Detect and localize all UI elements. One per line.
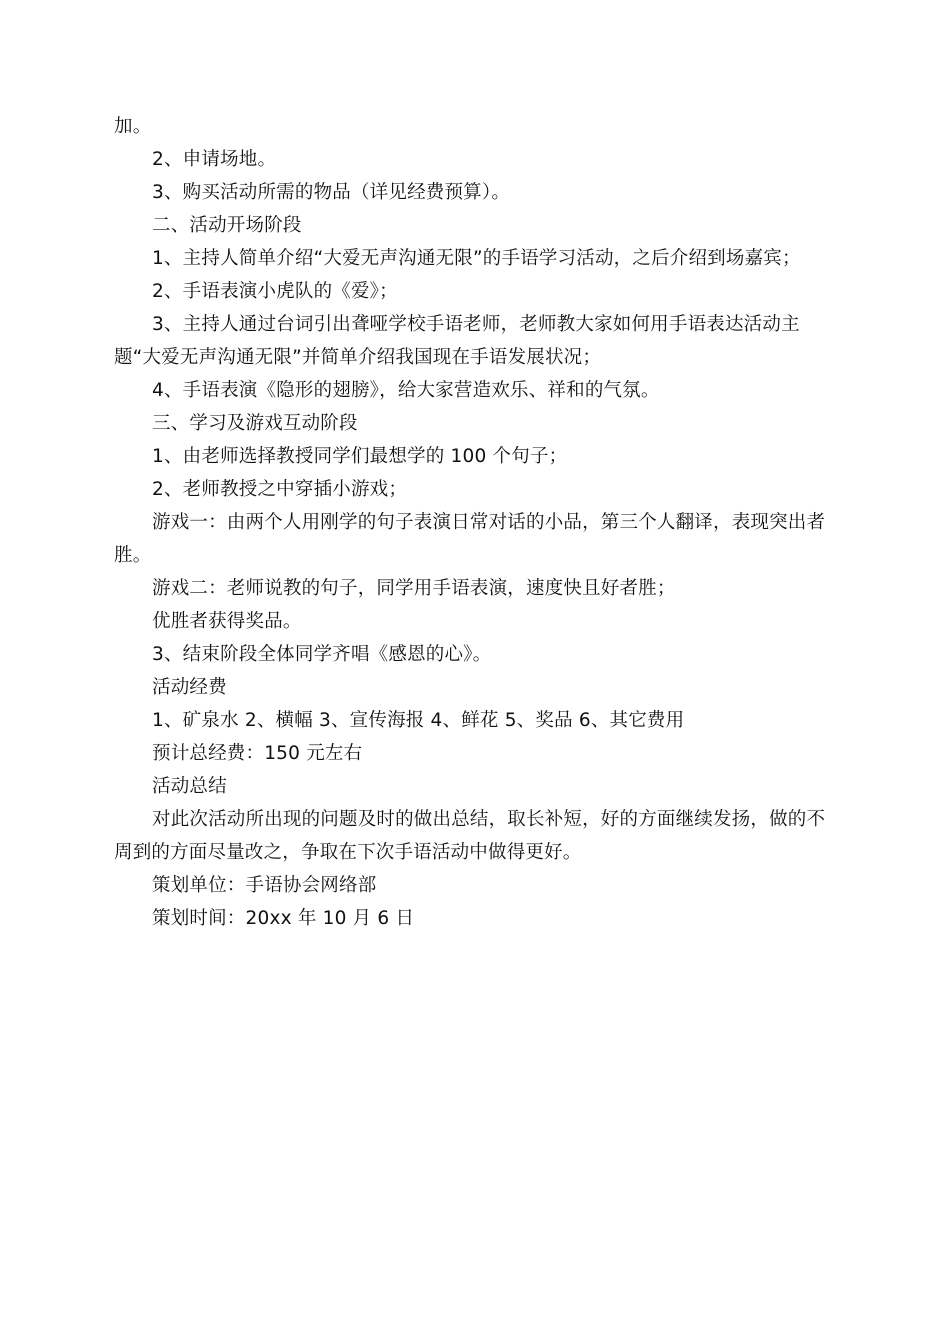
paragraph-game-two: 游戏二：老师说教的句子，同学用手语表演，速度快且好者胜；: [152, 578, 676, 599]
paragraph-sign-performance-love: 2、手语表演小虎队的《爱》；: [152, 281, 398, 302]
paragraph-budget-items: 1、矿泉水 2、横幅 3、宣传海报 4、鲜花 5、奖品 6、其它费用: [152, 710, 685, 731]
paragraph-apply-venue: 2、申请场地。: [152, 149, 277, 170]
paragraph-planning-unit: 策划单位：手语协会网络部: [152, 875, 377, 896]
paragraph-summary: 对此次活动所出现的问题及时的做出总结，取长补短，好的方面继续发扬，做的不周到的方面尽量改之，争取在下次手语活动中做得更好。: [114, 809, 826, 863]
paragraph-game-one: 游戏一：由两个人用刚学的句子表演日常对话的小品，第三个人翻译，表现突出者胜。: [114, 512, 826, 566]
paragraph-planning-date: 策划时间：20xx 年 10 月 6 日: [152, 908, 415, 929]
paragraph-prizes: 优胜者获得奖品。: [152, 611, 302, 632]
paragraph-host-intro: 1、主持人简单介绍“大爱无声沟通无限”的手语学习活动，之后介绍到场嘉宾；: [152, 248, 801, 269]
paragraph-teach-sentences: 1、由老师选择教授同学们最想学的 100 个句子；: [152, 446, 568, 467]
paragraph-sign-performance-wings: 4、手语表演《隐形的翅膀》，给大家营造欢乐、祥和的气氛。: [152, 380, 660, 401]
paragraph-mini-games: 2、老师教授之中穿插小游戏；: [152, 479, 408, 500]
paragraph-teacher-intro: 3、主持人通过台词引出聋哑学校手语老师，老师教大家如何用手语表达活动主题“大爱无声沟通无限”并简单介绍我国现在手语发展状况；: [114, 314, 800, 368]
section-heading-budget: 活动经费: [152, 677, 227, 698]
document-body: [114, 110, 836, 935]
paragraph-closing-song: 3、结束阶段全体同学齐唱《感恩的心》。: [152, 644, 492, 665]
paragraph-continuation: 加。: [114, 116, 152, 137]
section-heading-opening-stage: 二、活动开场阶段: [152, 215, 302, 236]
paragraph-buy-supplies: 3、购买活动所需的物品（详见经费预算）。: [152, 182, 511, 203]
paragraph-total-budget: 预计总经费：150 元左右: [152, 743, 363, 764]
section-heading-learning-games: 三、学习及游戏互动阶段: [152, 413, 358, 434]
section-heading-summary: 活动总结: [152, 776, 227, 797]
